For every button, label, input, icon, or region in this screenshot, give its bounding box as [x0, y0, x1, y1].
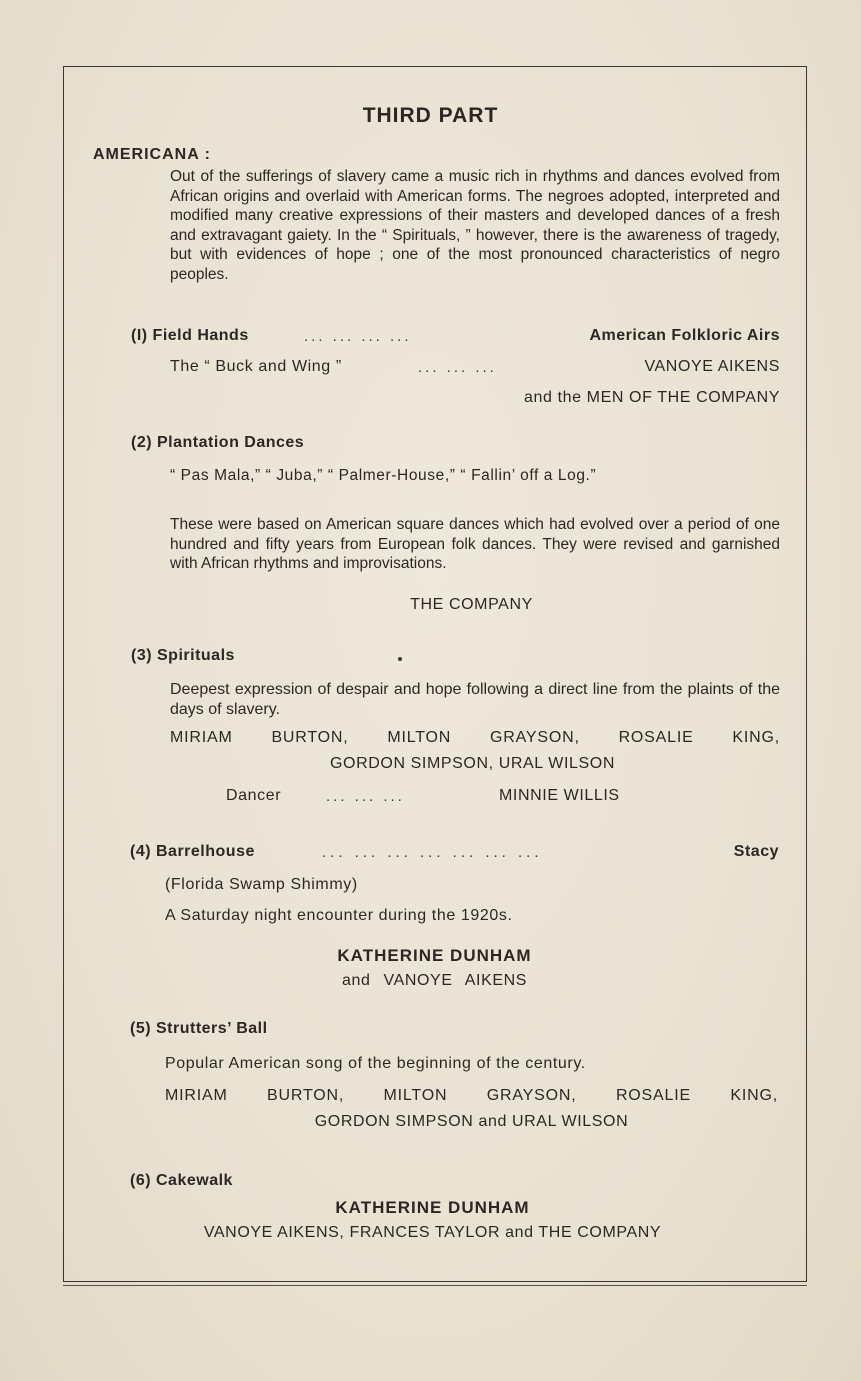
- cast-name: MILTON: [387, 729, 452, 746]
- item-3-heading: (3) Spirituals: [131, 647, 235, 664]
- cast-name: KING,: [732, 729, 780, 746]
- item-3-dancer: MINNIE WILLIS: [499, 787, 620, 804]
- item-2-dances: “ Pas Mala,” “ Juba,” “ Palmer-House,” “ Fallin’ off a Log.”: [170, 467, 597, 484]
- item-4-with: and VANOYE AIKENS: [341, 972, 528, 989]
- item-1-sub-dots: ... ... ...: [418, 359, 497, 376]
- item-6-star: KATHERINE DUNHAM: [335, 1198, 530, 1217]
- item-4-star: KATHERINE DUNHAM: [337, 946, 532, 965]
- intro-paragraph: Out of the sufferings of slavery came a music rich in rhythms and dances evolved from African origins and overlaid with American forms. The negroes adopted, interpreted and modified many creative expressions of their masters and developed dances of a fresh and extravagant gaiety. In the “ Spirituals, ” however, there is the awareness of tragedy, but with evidences of hope ; one of the most pronounced characteristics of negro peoples.: [170, 168, 780, 283]
- item-3-dancer-label: Dancer: [226, 787, 282, 804]
- item-1-performer-2: and the MEN OF THE COMPANY: [524, 389, 780, 406]
- cast-name: KING,: [730, 1087, 778, 1104]
- item-4-leader-dots: ... ... ... ... ... ... ...: [322, 844, 543, 861]
- item-6-with: VANOYE AIKENS, FRANCES TAYLOR and THE COMPANY: [203, 1224, 662, 1241]
- cast-name: MIRIAM: [170, 729, 233, 746]
- section-heading: AMERICANA :: [93, 146, 211, 163]
- cast-name: GRAYSON,: [490, 729, 580, 746]
- item-4-composer: Stacy: [733, 843, 779, 860]
- cast-name: ROSALIE: [615, 1087, 691, 1104]
- item-2-description: These were based on American square dances which had evolved over a period of one hundred and fifty years from European folk dances. They were revised and garnished with African rhythms and improvisations.: [170, 516, 780, 572]
- item-3-cast-line-1: [170, 729, 780, 747]
- item-5-cast-line-1: [165, 1087, 778, 1105]
- item-2-performers: THE COMPANY: [410, 596, 533, 613]
- item-1-performer: VANOYE AIKENS: [644, 358, 780, 375]
- item-4-subtitle: (Florida Swamp Shimmy): [165, 876, 358, 893]
- item-1-music: American Folkloric Airs: [589, 327, 780, 344]
- item-2-heading: (2) Plantation Dances: [131, 434, 305, 451]
- cast-name: BURTON,: [271, 729, 349, 746]
- item-1-heading: (I) Field Hands: [131, 327, 249, 344]
- cast-name: MILTON: [383, 1087, 448, 1104]
- item-3-cast-line-2: GORDON SIMPSON, URAL WILSON: [330, 755, 615, 772]
- item-4-description: A Saturday night encounter during the 1920s.: [165, 907, 513, 924]
- item-3-description: Deepest expression of despair and hope following a direct line from the plaints of the days of slavery.: [170, 681, 780, 718]
- page-border-rule: [63, 1285, 807, 1286]
- item-4-heading: (4) Barrelhouse: [130, 843, 255, 860]
- page-title: THIRD PART: [362, 104, 499, 127]
- item-6-heading: (6) Cakewalk: [130, 1172, 233, 1189]
- item-1-leader-dots: ... ... ... ...: [304, 328, 412, 345]
- cast-name: MIRIAM: [165, 1087, 228, 1104]
- cast-name: GRAYSON,: [486, 1087, 577, 1104]
- item-5-heading: (5) Strutters’ Ball: [130, 1020, 268, 1037]
- item-5-description: Popular American song of the beginning of the century.: [165, 1055, 586, 1072]
- cast-name: BURTON,: [267, 1087, 345, 1104]
- item-5-cast-line-2: GORDON SIMPSON and URAL WILSON: [314, 1113, 629, 1130]
- item-1-sub-title: The “ Buck and Wing ”: [170, 358, 342, 375]
- cast-name: ROSALIE: [618, 729, 694, 746]
- item-3-dancer-dots: ... ... ...: [326, 788, 405, 805]
- ink-speck: [398, 657, 402, 661]
